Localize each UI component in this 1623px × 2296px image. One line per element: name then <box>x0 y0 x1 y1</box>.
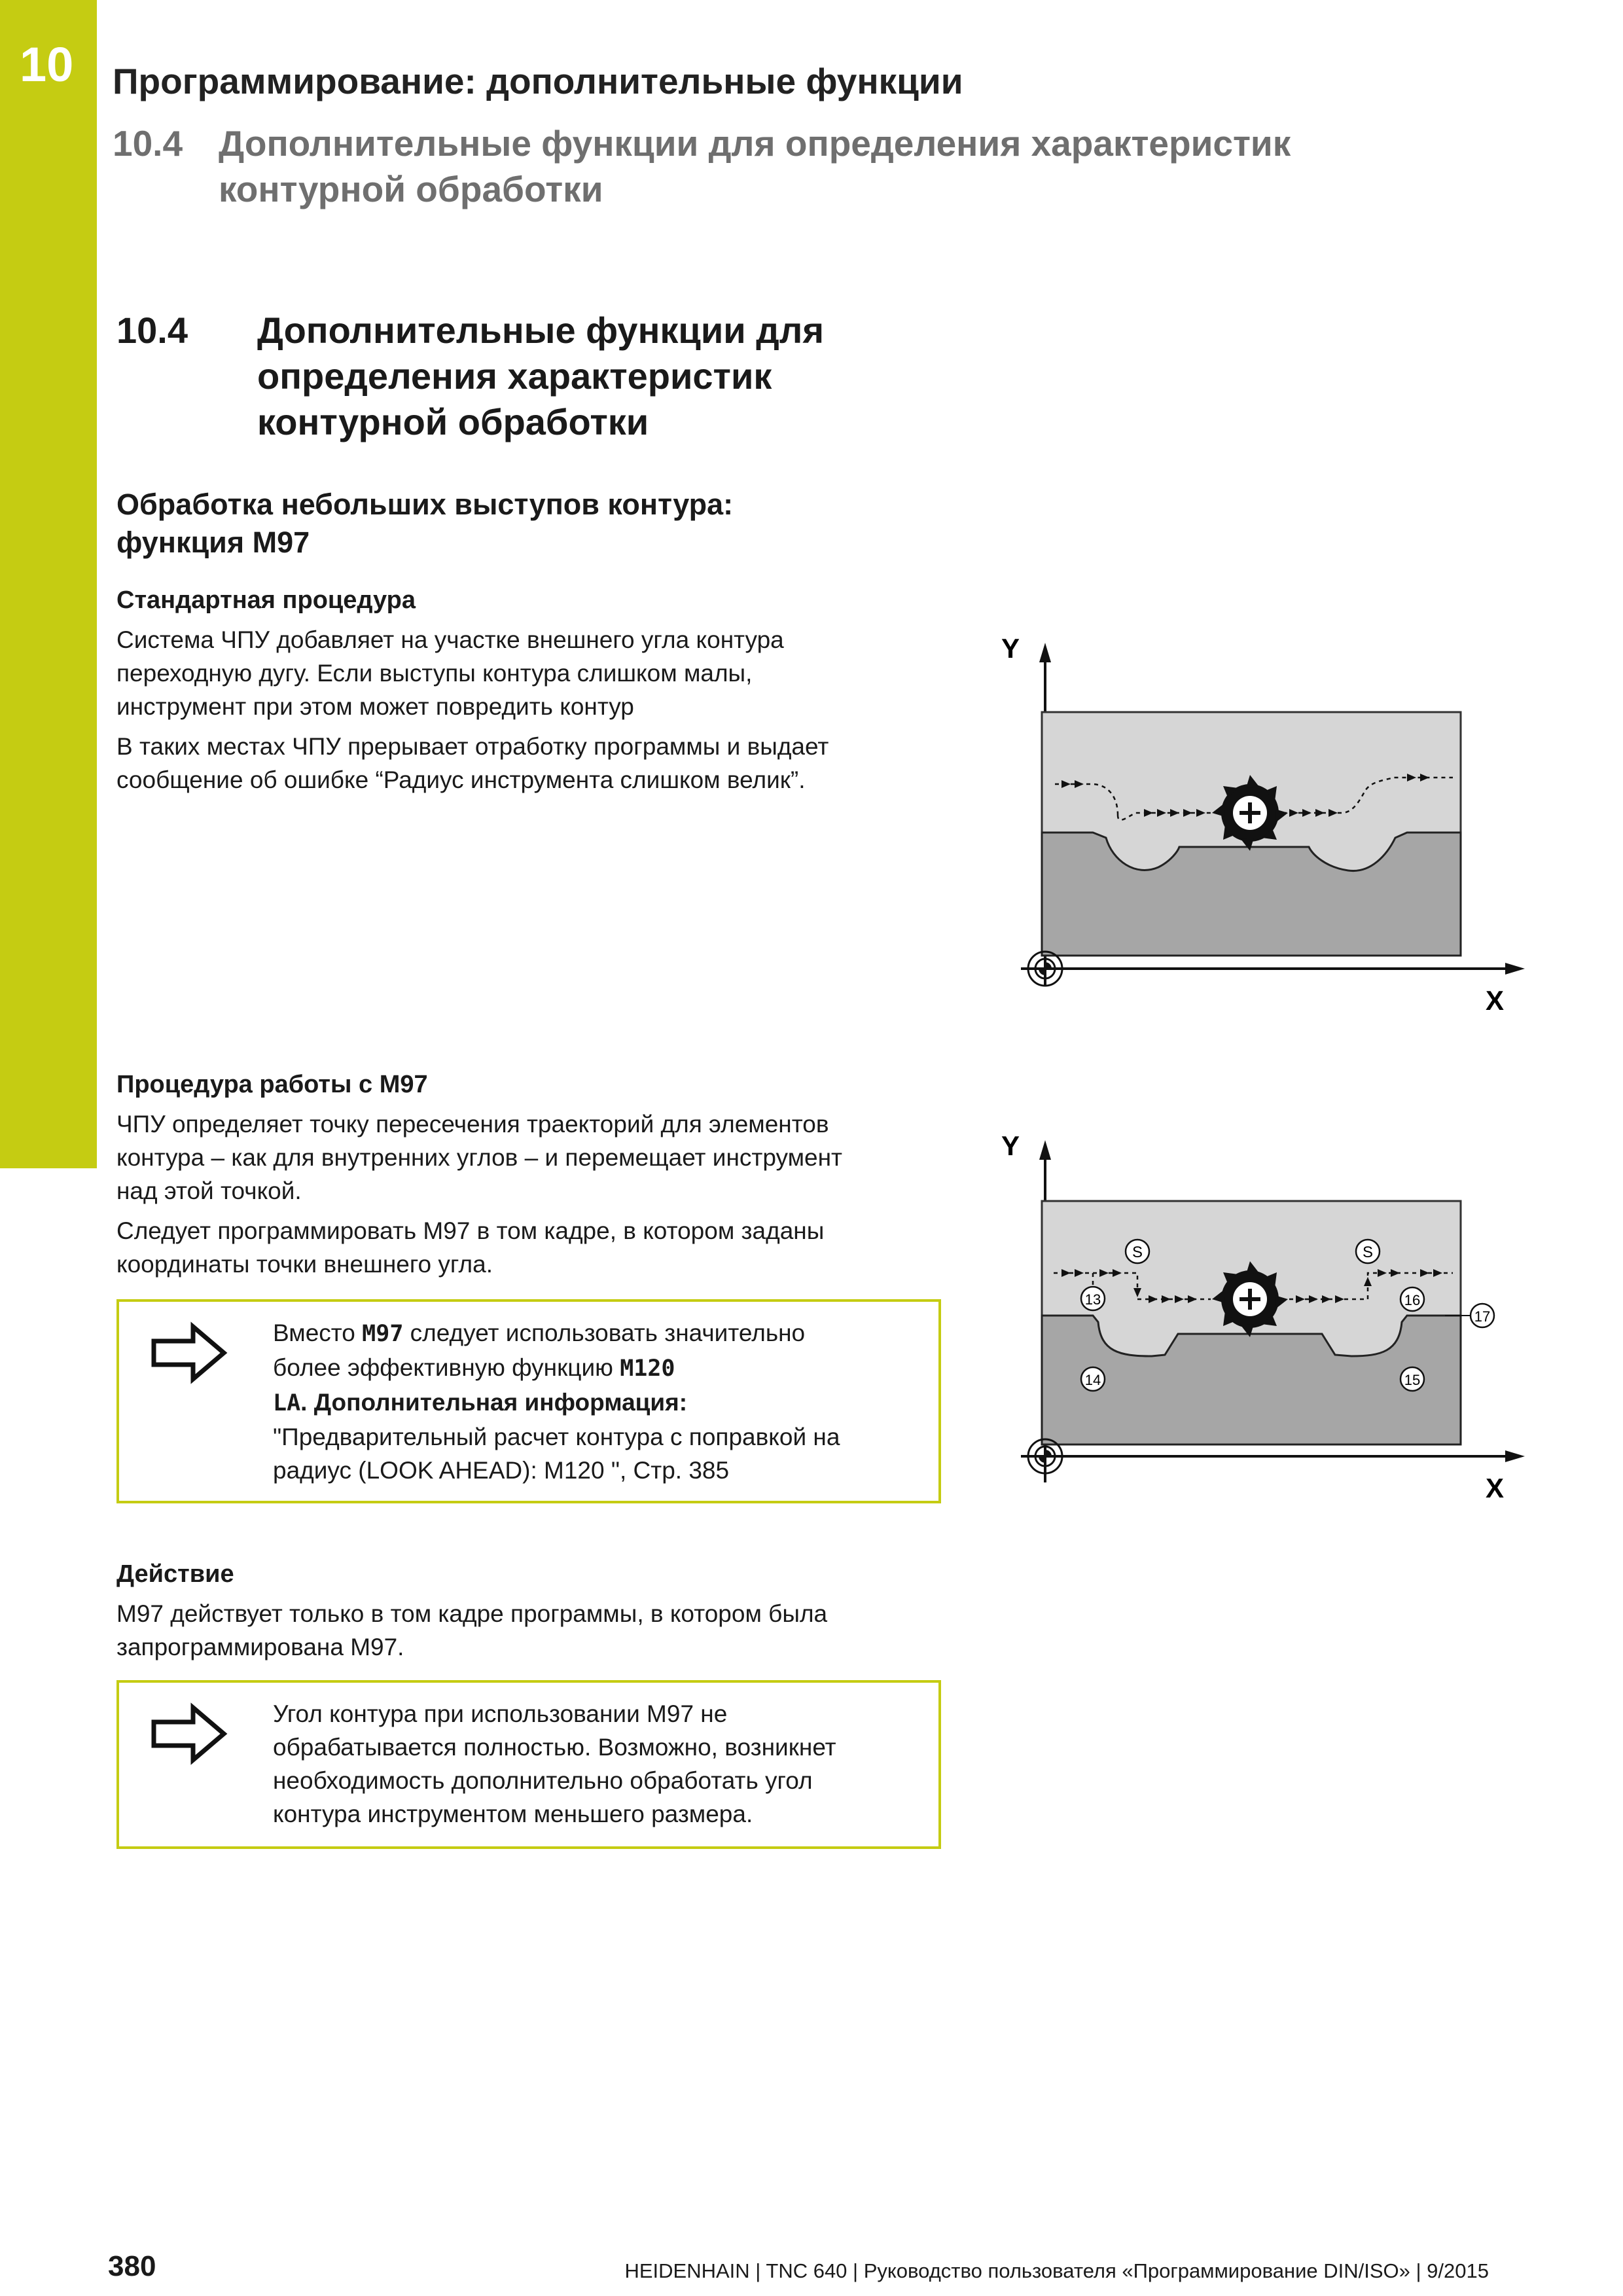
hint-arrow-icon <box>149 1320 230 1386</box>
text-line: контура – как для внутренних углов – и перемещает инструмент <box>116 1144 842 1171</box>
running-section-number: 10.4 <box>113 123 183 164</box>
text-line: Следует программировать M97 в том кадре, в котором заданы <box>116 1217 825 1244</box>
figure-m97-procedure <box>1001 1126 1538 1518</box>
more-info-label: . Дополнительная информация: <box>300 1389 688 1416</box>
label-s-left: S <box>1132 1244 1143 1261</box>
text-line: сообщение об ошибке “Радиус инструмента слишком велик”. <box>116 766 806 793</box>
section-title-line: Дополнительные функции для <box>257 310 825 351</box>
text-line: ЧПУ определяет точку пересечения траекторий для элементов <box>116 1111 829 1138</box>
text-line: запрограммирована M97. <box>116 1634 404 1660</box>
standard-paragraph-1 <box>116 623 967 723</box>
footer-text: HEIDENHAIN | TNC 640 | Руководство пользователя «Программирование DIN/ISO» | 9/2015 <box>624 2259 1489 2282</box>
subsection-title-line: Обработка небольших выступов контура: <box>116 488 734 521</box>
label-s-right: S <box>1362 1244 1374 1261</box>
text-line: контура инструментом меньшего размера. <box>273 1801 753 1827</box>
note-box-corner <box>116 1680 941 1849</box>
section-title-line: определения характеристик <box>257 355 772 397</box>
text-span: следует использовать значительно <box>403 1319 806 1346</box>
effect-paragraph <box>116 1597 967 1664</box>
cross-reference-link[interactable]: радиус (LOOK AHEAD): M120 ", Стр. 385 <box>273 1457 730 1484</box>
note-text <box>273 1316 927 1487</box>
label-13: 13 <box>1084 1291 1101 1308</box>
standard-procedure-heading: Стандартная процедура <box>116 586 416 614</box>
text-line: координаты точки внешнего угла. <box>116 1251 493 1278</box>
text-span: Вместо <box>273 1319 363 1346</box>
section-title <box>257 308 977 445</box>
tool-cutter-icon <box>1212 1261 1288 1337</box>
tool-cutter-icon <box>1212 775 1288 851</box>
axis-label-x: X <box>1486 1473 1505 1503</box>
text-span: более эффективную функцию <box>273 1354 620 1381</box>
label-15: 15 <box>1404 1372 1421 1388</box>
code-la: LA <box>273 1390 301 1416</box>
text-line: переходную дугу. Если выступы контура слишком малы, <box>116 660 753 687</box>
text-line: обрабатывается полностью. Возможно, возникнет <box>273 1734 836 1761</box>
code-m120: M120 <box>620 1355 675 1382</box>
m97-paragraph-1 <box>116 1107 967 1208</box>
effect-heading: Действие <box>116 1560 234 1588</box>
running-section-title-text: Дополнительные функции для определения характеристик контурной обработки <box>219 123 1291 209</box>
workpiece-contour <box>1042 833 1461 956</box>
text-line: необходимость дополнительно обработать угол <box>273 1767 813 1794</box>
text-line <box>273 1386 927 1420</box>
figure-standard-procedure <box>1001 628 1538 1021</box>
section-number: 10.4 <box>116 310 188 351</box>
m97-procedure-heading: Процедура работы с M97 <box>116 1071 428 1098</box>
subsection-title-line: функция M97 <box>116 526 310 559</box>
label-16: 16 <box>1404 1292 1421 1308</box>
text-line: инструмент при этом может повредить контур <box>116 693 634 720</box>
text-line: M97 действует только в том кадре программы, в котором была <box>116 1600 828 1627</box>
axis-label-y: Y <box>1001 633 1020 664</box>
axis-label-y: Y <box>1001 1130 1020 1161</box>
text-line: Система ЧПУ добавляет на участке внешнего угла контура <box>116 626 784 653</box>
page-number: 380 <box>108 2250 156 2282</box>
text-line: В таких местах ЧПУ прерывает отработку программы и выдает <box>116 733 829 760</box>
text-line <box>273 1316 927 1351</box>
running-section-title <box>219 120 1527 212</box>
text-line <box>273 1351 927 1386</box>
note-text <box>273 1697 927 1831</box>
cross-reference-link[interactable]: "Предварительный расчет контура с поправкой на <box>273 1424 840 1450</box>
axis-label-x: X <box>1486 985 1505 1016</box>
standard-paragraph-2 <box>116 730 967 797</box>
hint-arrow-icon <box>149 1701 230 1767</box>
chapter-number: 10 <box>20 37 74 92</box>
subsection-heading <box>116 486 954 562</box>
chapter-sidebar-band <box>0 0 97 1168</box>
text-line: над этой точкой. <box>116 1177 302 1204</box>
m97-paragraph-2 <box>116 1214 967 1281</box>
label-17: 17 <box>1474 1308 1491 1325</box>
section-title-line: контурной обработки <box>257 401 649 442</box>
text-line: Угол контура при использовании M97 не <box>273 1700 728 1727</box>
note-box-m120 <box>116 1299 941 1503</box>
label-14: 14 <box>1084 1372 1101 1388</box>
chapter-title: Программирование: дополнительные функции <box>113 61 963 101</box>
code-m97: M97 <box>362 1321 404 1347</box>
